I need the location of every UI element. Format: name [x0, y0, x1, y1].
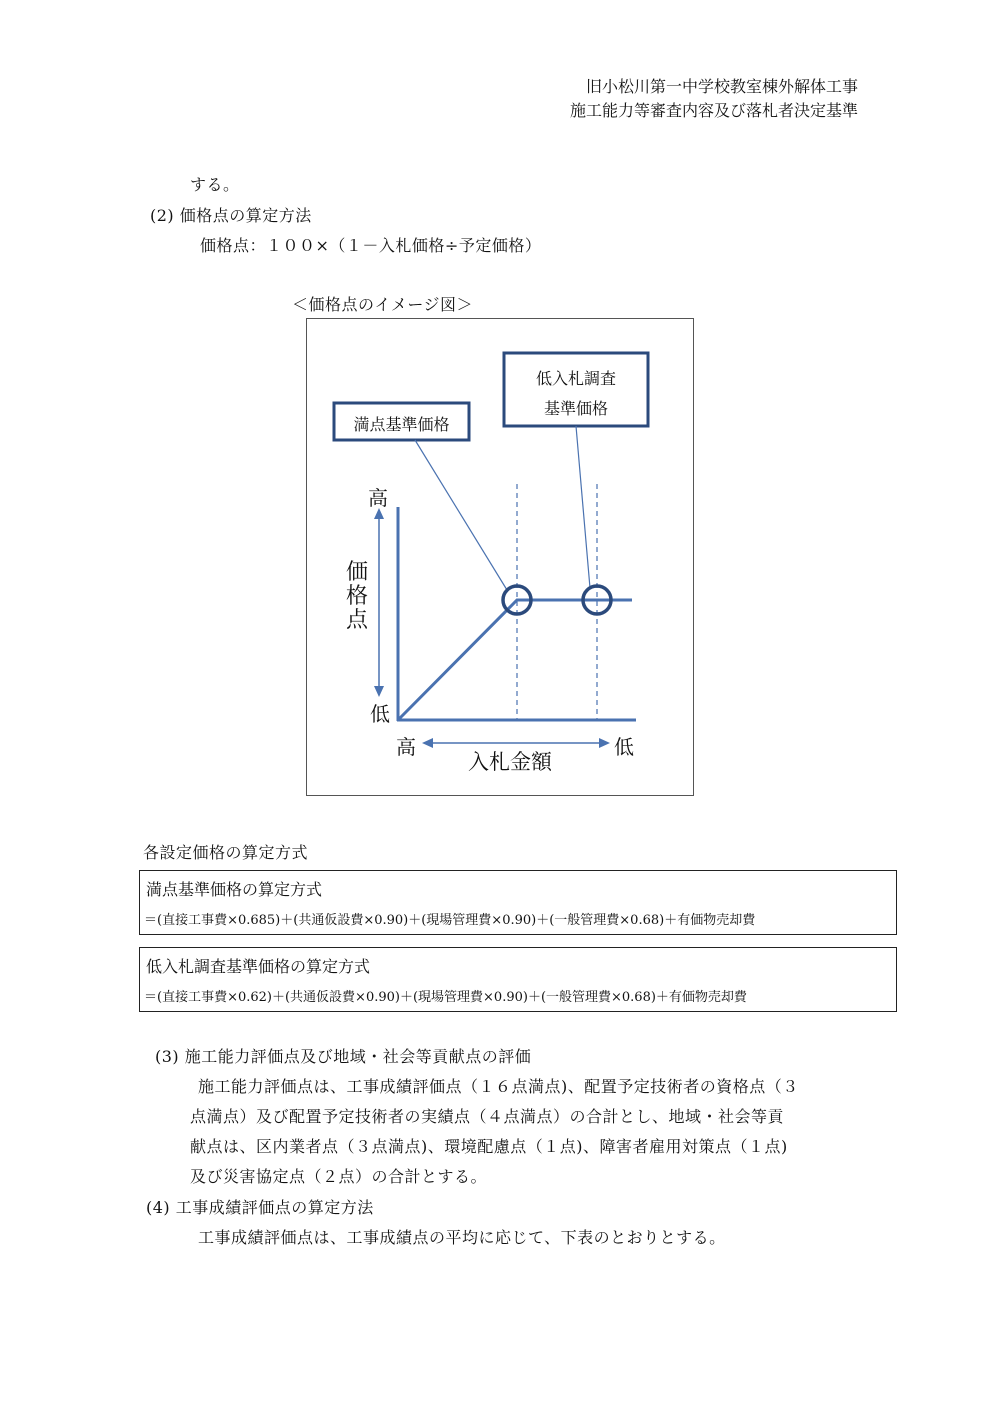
price-score-formula: 価格点：１００×（１－入札価格÷予定価格）: [200, 236, 542, 255]
section-2-heading: (2) 価格点の算定方法: [150, 206, 312, 225]
y-axis-low-label: 低: [370, 702, 390, 726]
low-bid-callout-label-1: 低入札調査: [535, 369, 616, 388]
x-axis-high-label: 高: [396, 735, 416, 759]
section-4-heading: (4) 工事成績評価点の算定方法: [146, 1198, 374, 1217]
full-score-formula-expression: ＝(直接工事費×0.685)＋(共通仮設費×0.90)＋(現場管理費×0.90)＋(一般管理費×0.68)＋有価物売却費: [144, 913, 756, 928]
section-3-paragraph-line: 献点は、区内業者点（３点満点)、環境配慮点（１点)、障害者雇用対策点（１点): [190, 1137, 788, 1156]
header-document-title: 施工能力等審査内容及び落札者決定基準: [569, 101, 858, 120]
full-score-leader-line: [415, 440, 507, 590]
header-project-name: 旧小松川第一中学校教室棟外解体工事: [585, 77, 858, 96]
section-4-body: 工事成績評価点は、工事成績点の平均に応じて、下表のとおりとする。: [198, 1228, 726, 1247]
low-bid-callout-label-2: 基準価格: [543, 399, 608, 418]
full-score-callout-label: 満点基準価格: [353, 415, 450, 434]
y-axis-title: [346, 561, 368, 633]
x-arrow-right: [599, 738, 610, 748]
y-axis-title-char: 格: [346, 584, 369, 609]
low-bid-leader-line: [576, 426, 590, 588]
settings-heading: 各設定価格の算定方式: [143, 843, 309, 862]
x-arrow-left: [422, 738, 433, 748]
y-axis-high-label: 高: [368, 486, 388, 510]
x-axis-title: 入札金額: [468, 750, 552, 774]
low-bid-formula-title: 低入札調査基準価格の算定方式: [146, 957, 371, 976]
figure-caption: ＜価格点のイメージ図＞: [292, 295, 474, 314]
y-arrow-down: [374, 686, 384, 697]
full-score-formula-title: 満点基準価格の算定方式: [146, 880, 323, 899]
section-3-paragraph-line: 点満点）及び配置予定技術者の実績点（４点満点）の合計とし、地域・社会等貢: [190, 1107, 785, 1126]
full-score-formula-box: [139, 870, 897, 935]
section-3-heading: (3) 施工能力評価点及び地域・社会等貢献点の評価: [155, 1047, 532, 1066]
continuation-text: する。: [190, 175, 240, 194]
section-3-paragraph-line: 施工能力評価点は、工事成績評価点（１６点満点)、配置予定技術者の資格点（３: [198, 1077, 799, 1096]
low-bid-formula-expression: ＝(直接工事費×0.62)＋(共通仮設費×0.90)＋(現場管理費×0.90)＋(一般管理費×0.68)＋有価物売却費: [144, 990, 747, 1005]
y-axis-title-char: 点: [346, 608, 369, 633]
y-axis-title-char: 価: [346, 560, 369, 585]
low-bid-formula-box: [139, 947, 897, 1012]
x-axis-low-label: 低: [614, 735, 634, 759]
section-3-paragraph-line: 及び災害協定点（２点）の合計とする。: [190, 1167, 488, 1186]
